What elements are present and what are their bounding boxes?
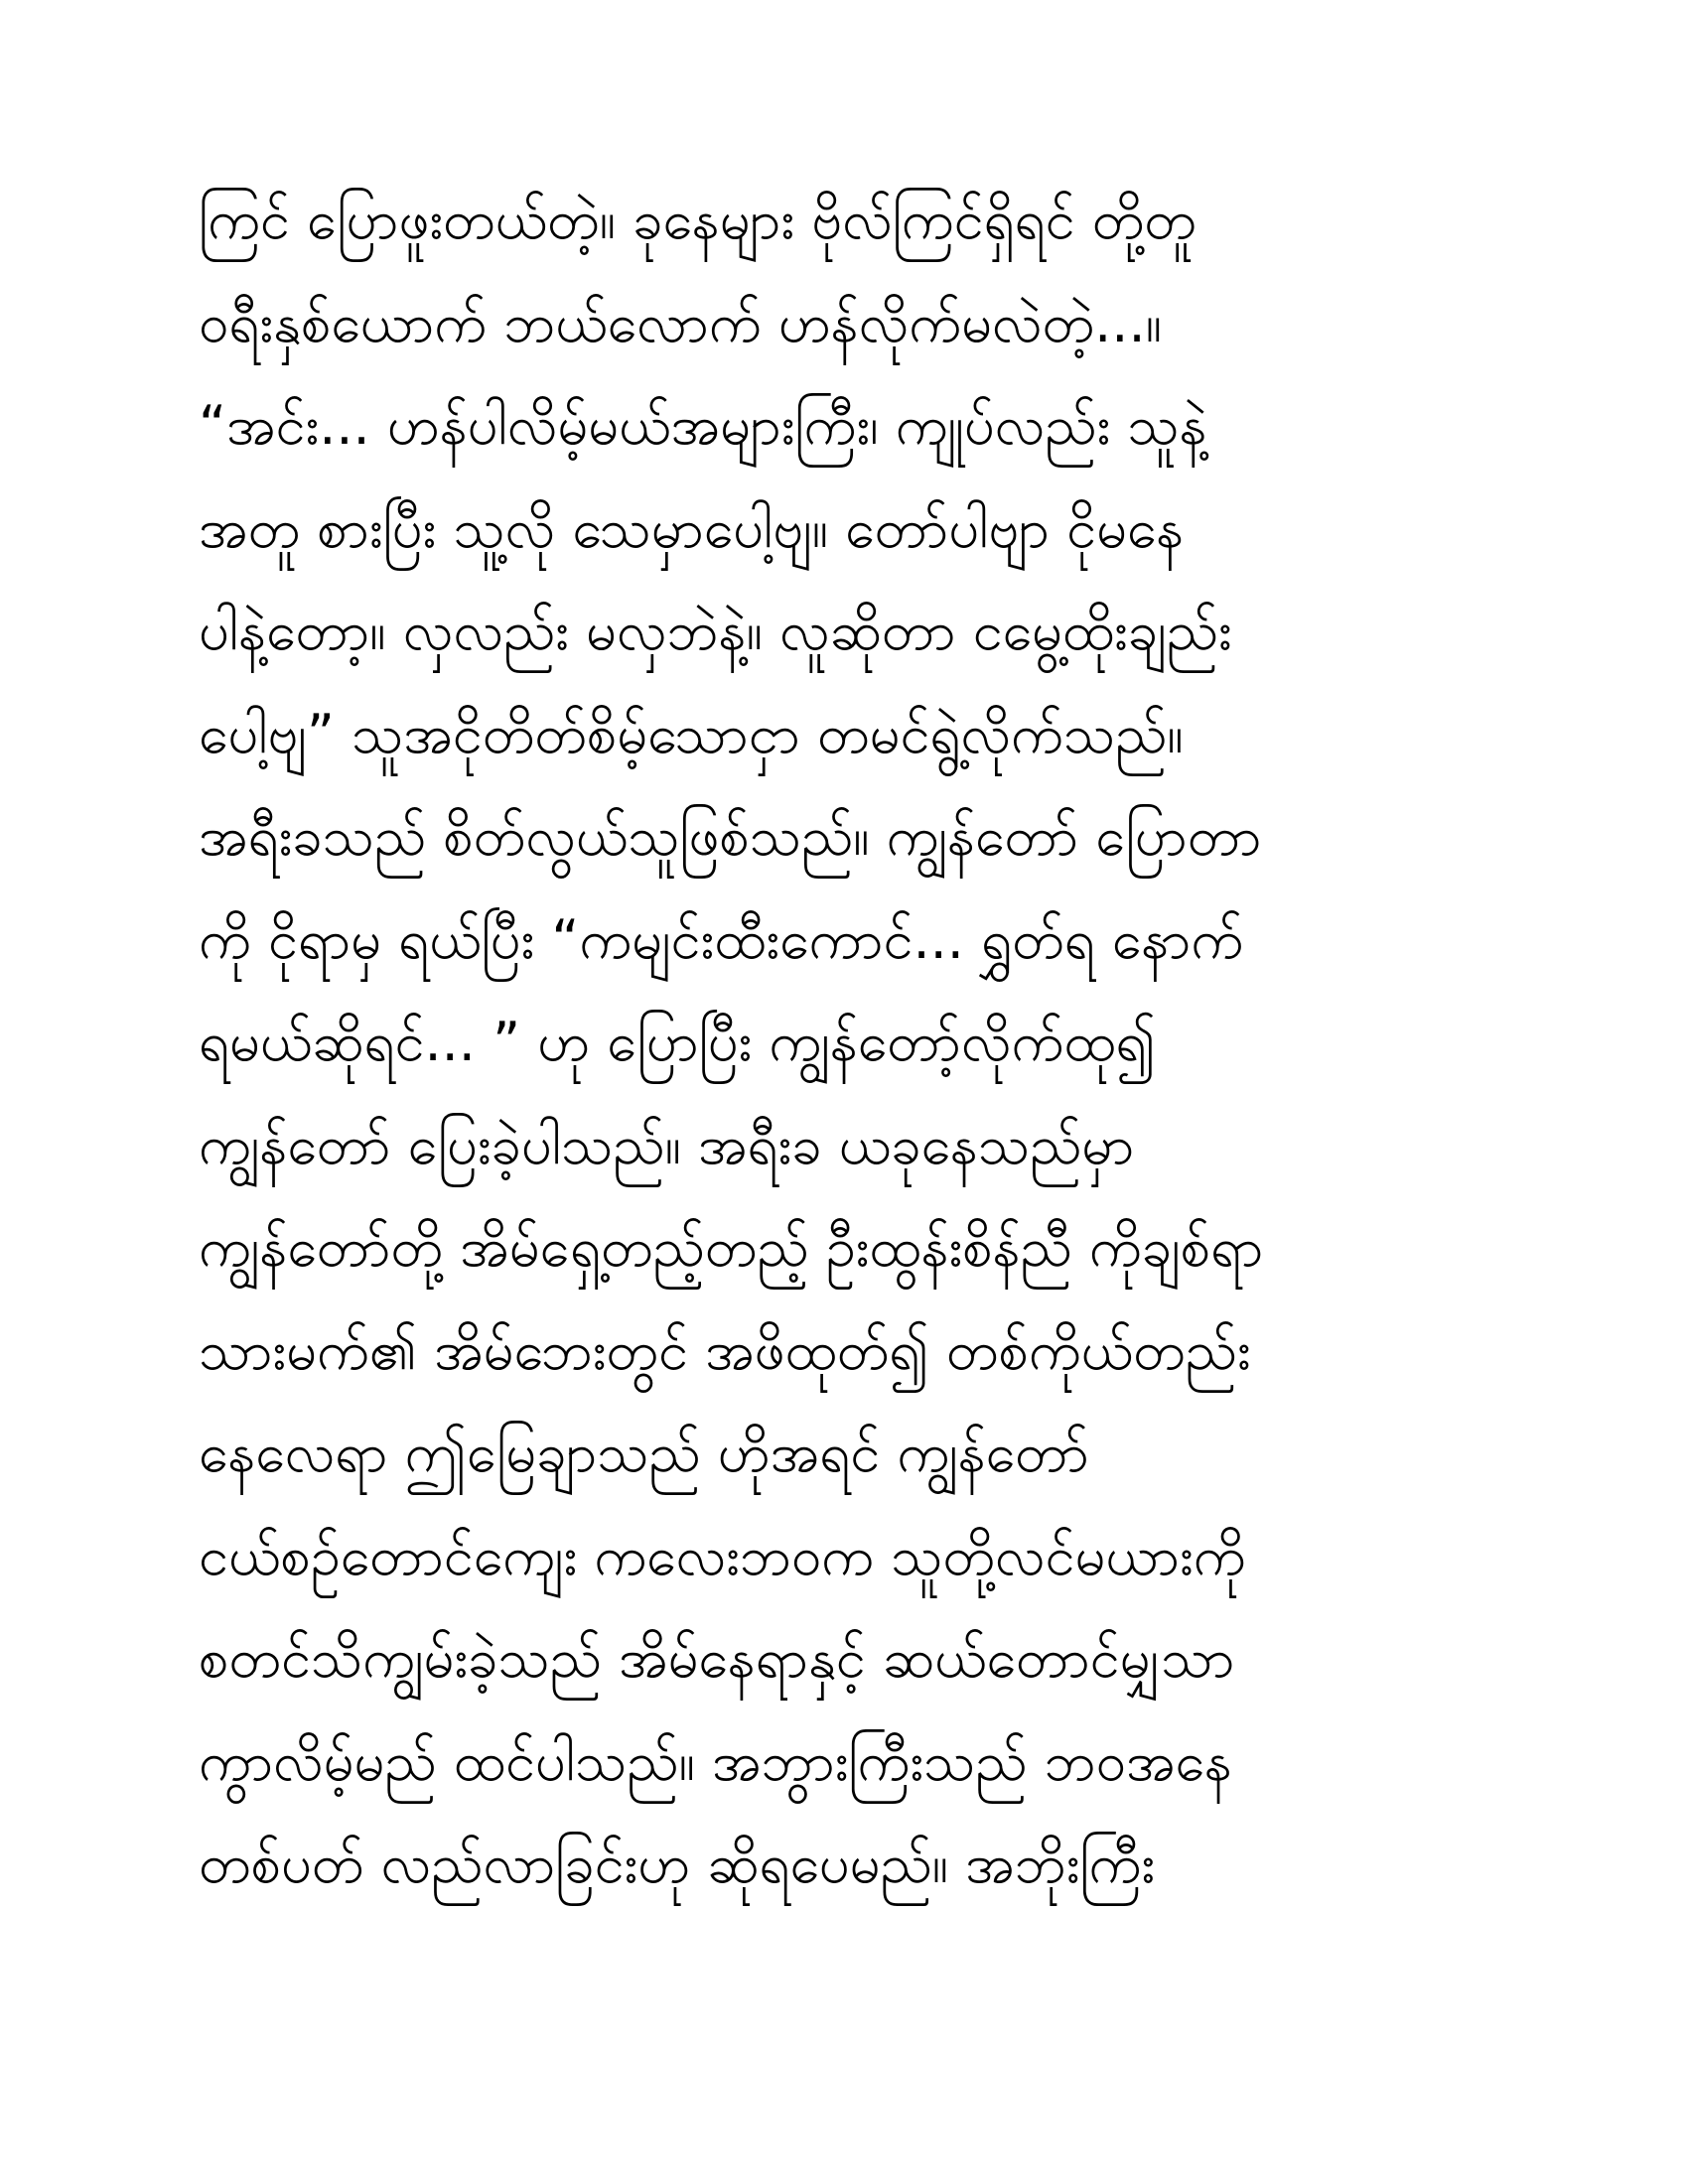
text-line: ပေါ့ဗျ” သူအငိုတိတ်စိမ့်သောငှာ တမင်ရွဲ့လိုက်သည်။ [199, 702, 1184, 765]
text-line: နေလေရာ ဤမြေချာသည် ဟိုအရင် ကျွန်တော် [199, 1422, 1089, 1484]
text-line: စတင်သိကျွမ်းခဲ့သည် အိမ်နေရာနှင့် ဆယ်တောင်မျှသာ [199, 1627, 1235, 1690]
text-line: ကြင် ပြောဖူးတယ်တဲ့။ ခုနေများ ဗိုလ်ကြင်ရှိရင် တို့တူ [199, 189, 1196, 251]
text-line: ပါနဲ့တော့။ လှလည်း မလှဘဲနဲ့။ လူဆိုတာ ငမွေ့ထိုးချည်း [199, 600, 1232, 662]
text-line: ဝရီးနှစ်ယောက် ဘယ်လောက် ဟန်လိုက်မလဲတဲ့...။ [199, 291, 1162, 354]
text-line: အရီးခသည် စိတ်လွယ်သူဖြစ်သည်။ ကျွန်တော် ပြောတာ [199, 805, 1262, 868]
text-line: ကွာလိမ့်မည် ထင်ပါသည်။ အဘွားကြီးသည် ဘဝအနေ [199, 1729, 1232, 1793]
text-line: ငယ်စဉ်တောင်ကျေး ကလေးဘဝက သူတို့လင်မယားကို [199, 1524, 1246, 1587]
text-line: ကျွန်တော်တို့ အိမ်ရှေ့တည့်တည့် ဦးထွန်းစိန်ညီ ကိုချစ်ရာ [199, 1216, 1264, 1279]
text-line: တစ်ပတ် လည်လာခြင်းဟု ဆိုရပေမည်။ အဘိုးကြီး [199, 1833, 1156, 1895]
text-line: ကျွန်တော် ပြေးခဲ့ပါသည်။ အရီးခ ယခုနေသည်မှာ [199, 1113, 1135, 1176]
text-line: ကို ငိုရာမှ ရယ်ပြီး “ကမျင်းထီးကောင်... ရွှတ်ရ နောက် [199, 907, 1244, 971]
text-line: “အင်း... ဟန်ပါလိမ့်မယ်အများကြီး၊ ကျုပ်လည်း သူနဲ့ [199, 394, 1207, 457]
text-line: အတူ စားပြီး သူ့လို သေမှာပေါ့ဗျ။ တော်ပါဗျာ ငိုမနေ [199, 496, 1185, 560]
text-line: သားမက်၏ အိမ်ဘေးတွင် အဖိထုတ်၍ တစ်ကိုယ်တည်း [199, 1318, 1251, 1382]
text-line: ရမယ်ဆိုရင်... ” ဟု ပြောပြီး ကျွန်တော့်လိုက်ထု၍ [199, 1011, 1156, 1073]
document-page [199, 169, 1489, 2015]
